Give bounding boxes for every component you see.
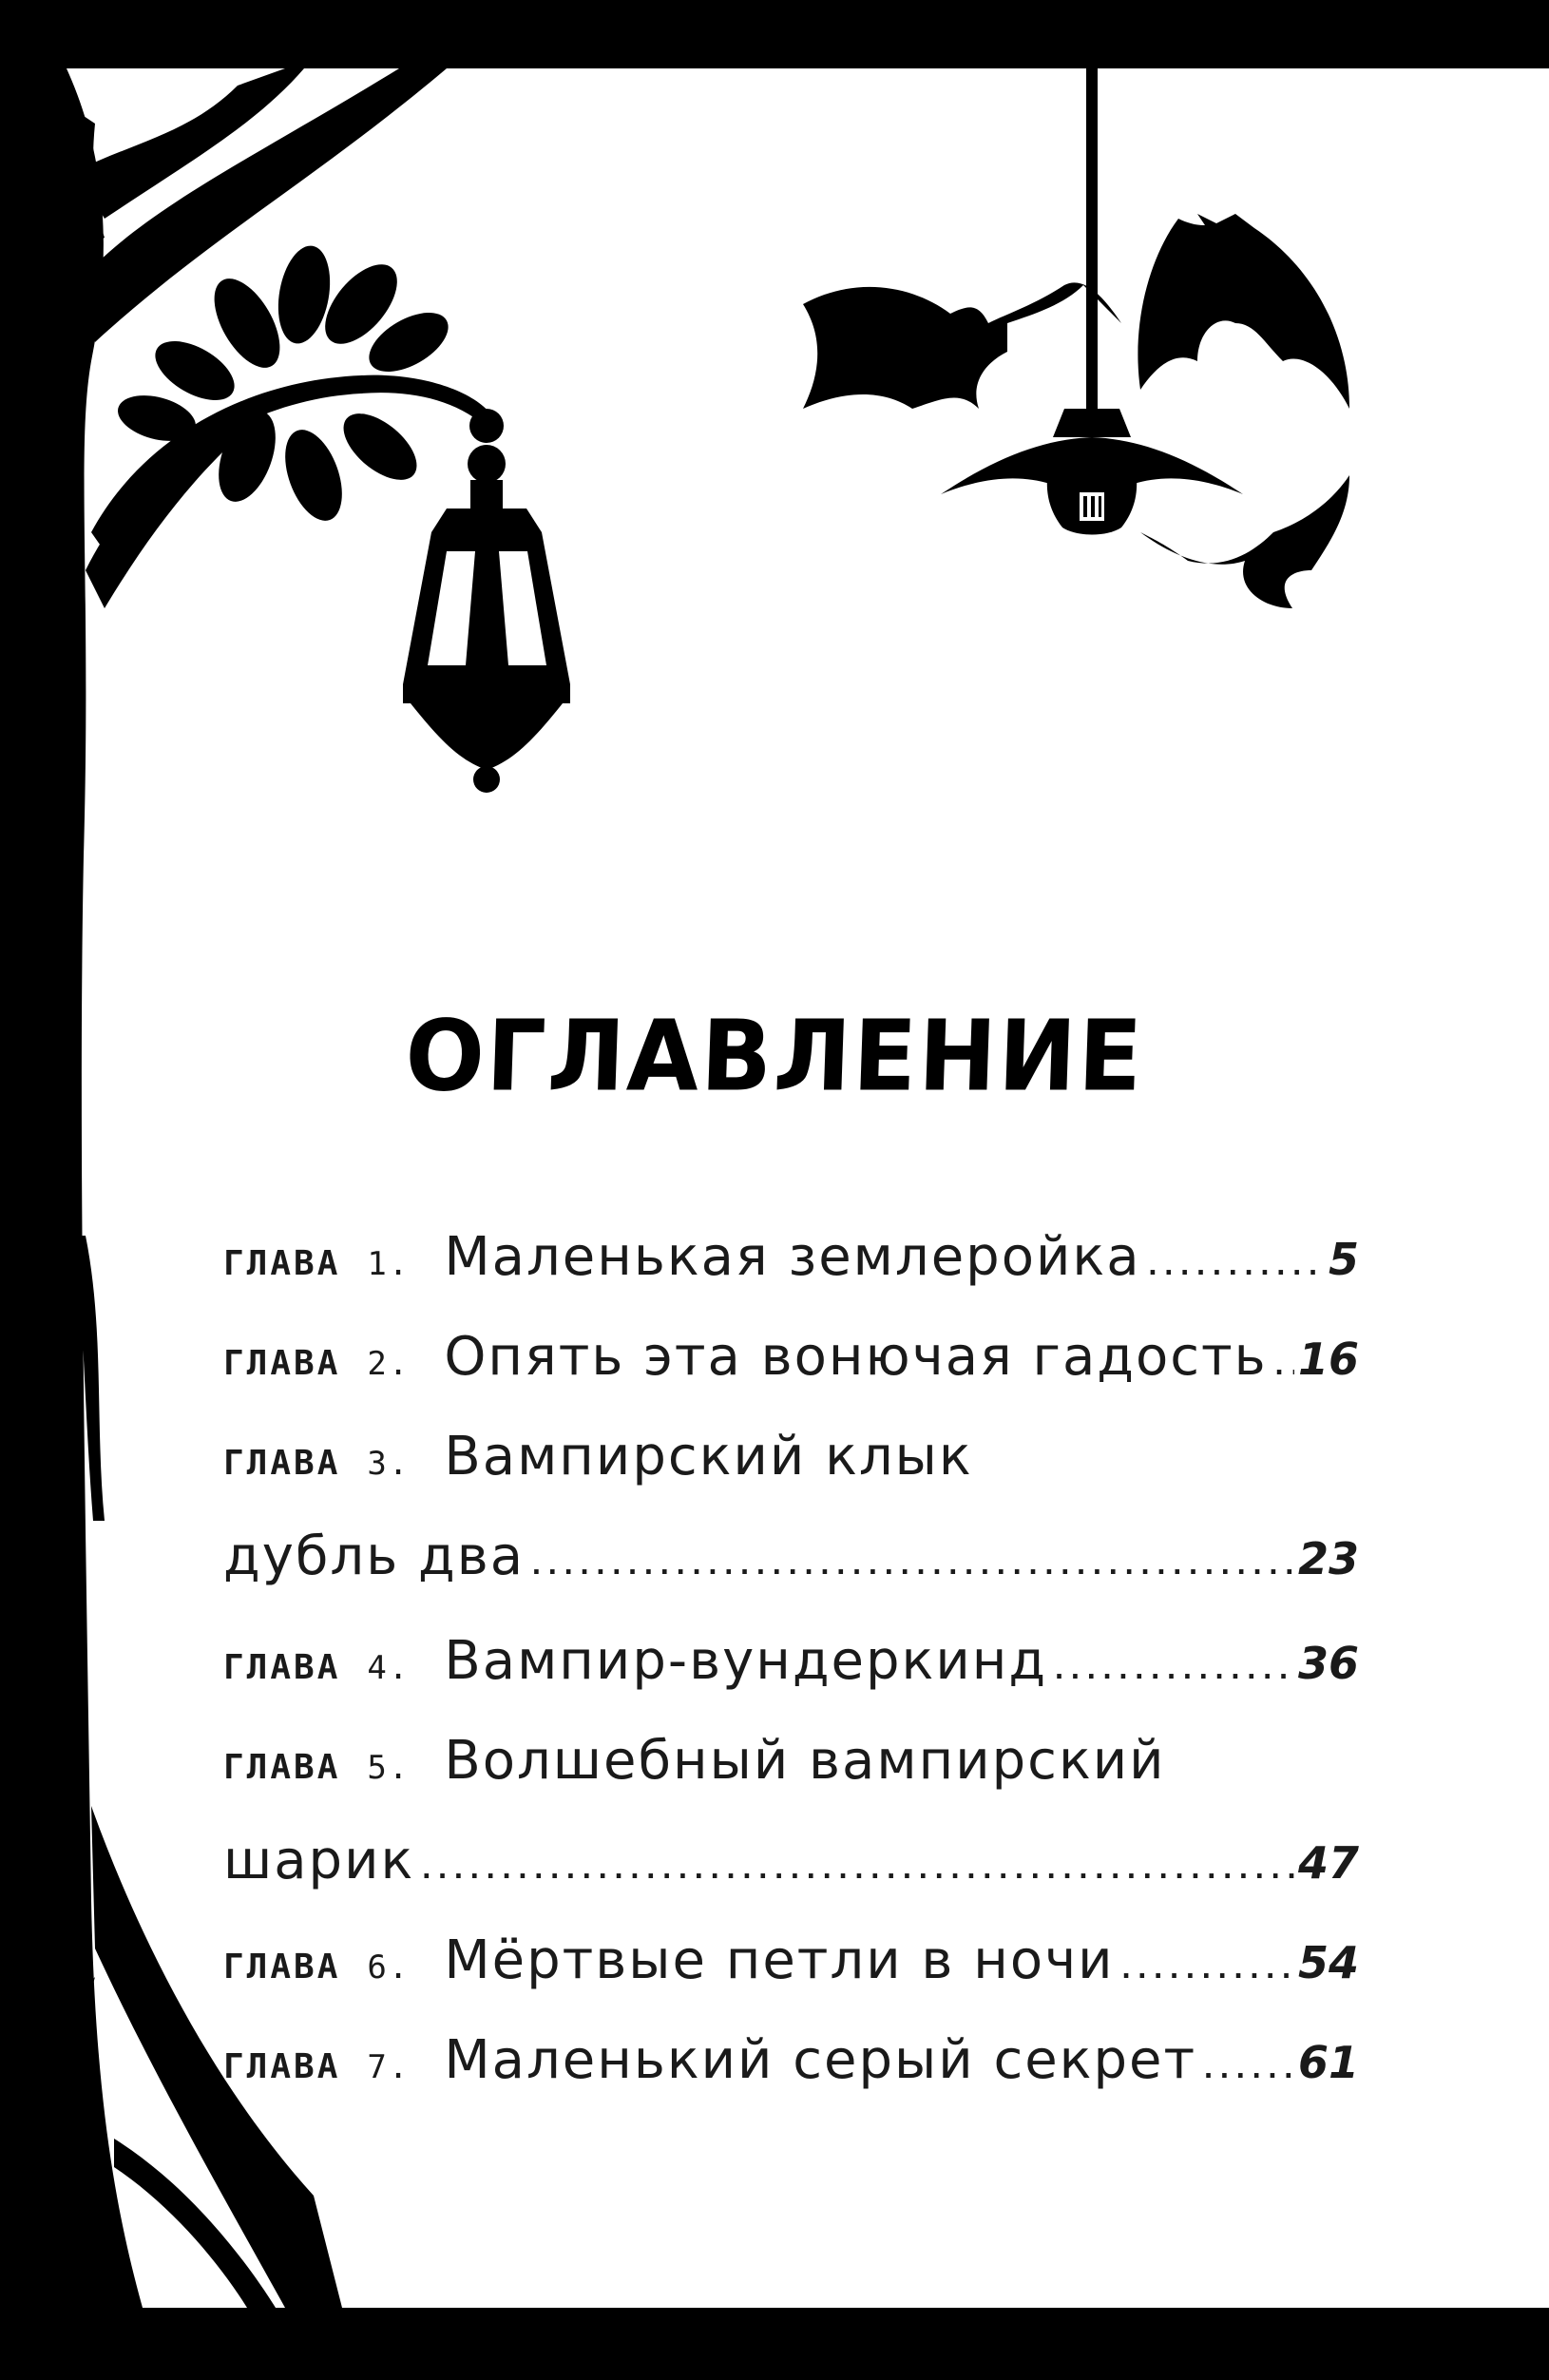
page-number: 61 <box>1297 2037 1359 2088</box>
chapter-title-continuation: дубль два <box>223 1526 526 1587</box>
page-number: 54 <box>1297 1937 1359 1988</box>
chapter-label: ГЛАВА <box>223 1344 341 1383</box>
leader-dots <box>528 1549 1294 1581</box>
chapter-label: ГЛАВА <box>223 1748 341 1787</box>
chapter-number: 4. <box>367 1649 411 1687</box>
chapter-title: Вампир-вундеркинд <box>444 1630 1048 1692</box>
toc-entry[interactable] <box>223 1426 1359 1502</box>
chapter-title: Мёртвые петли в ночи <box>444 1929 1115 1991</box>
chapter-number: 2. <box>367 1345 411 1383</box>
chapter-title: Маленький серый секрет <box>444 2029 1197 2091</box>
chapter-title: Опять эта вонючая гадость <box>444 1326 1268 1388</box>
page-title: ОГЛАВЛЕНИЕ <box>403 1000 1146 1114</box>
chapter-label: ГЛАВА <box>223 1244 341 1283</box>
chapter-label: ГЛАВА <box>223 1648 341 1687</box>
leader-dots <box>1272 1350 1294 1381</box>
chapter-title: Волшебный вампирский <box>444 1730 1166 1792</box>
toc-entry[interactable] <box>223 1630 1359 1706</box>
chapter-label: ГЛАВА <box>223 1444 341 1483</box>
toc-entry[interactable] <box>223 1226 1359 1302</box>
chapter-number: 7. <box>367 2048 411 2086</box>
chapter-title-continuation: шарик <box>223 1830 415 1891</box>
chapter-title: Вампирский клык <box>444 1426 973 1488</box>
lantern-icon <box>403 409 570 793</box>
page-number: 23 <box>1297 1533 1359 1584</box>
chapter-label: ГЛАВА <box>223 1948 341 1987</box>
toc-entry-continuation[interactable] <box>223 1526 1359 1602</box>
leader-dots <box>418 1853 1294 1885</box>
toc-entry-continuation[interactable] <box>223 1830 1359 1906</box>
page-number: 36 <box>1297 1638 1359 1689</box>
toc-entry[interactable] <box>223 1929 1359 2006</box>
chapter-number: 3. <box>367 1445 411 1483</box>
chapter-number: 5. <box>367 1749 411 1787</box>
chapter-title: Маленькая землеройка <box>444 1226 1141 1288</box>
leader-dots <box>1051 1654 1294 1685</box>
chapter-label: ГЛАВА <box>223 2047 341 2086</box>
page-number: 5 <box>1328 1234 1359 1285</box>
chapter-number: 6. <box>367 1948 411 1987</box>
leader-dots <box>1145 1250 1325 1281</box>
toc-entry[interactable] <box>223 1730 1359 1806</box>
page-number: 47 <box>1297 1837 1359 1889</box>
toc-entry[interactable] <box>223 1326 1359 1402</box>
toc-entry[interactable] <box>223 2029 1359 2105</box>
leader-dots <box>1119 1953 1294 1985</box>
leader-dots <box>1200 2053 1294 2084</box>
chapter-number: 1. <box>367 1245 411 1283</box>
page-number: 16 <box>1297 1334 1359 1385</box>
